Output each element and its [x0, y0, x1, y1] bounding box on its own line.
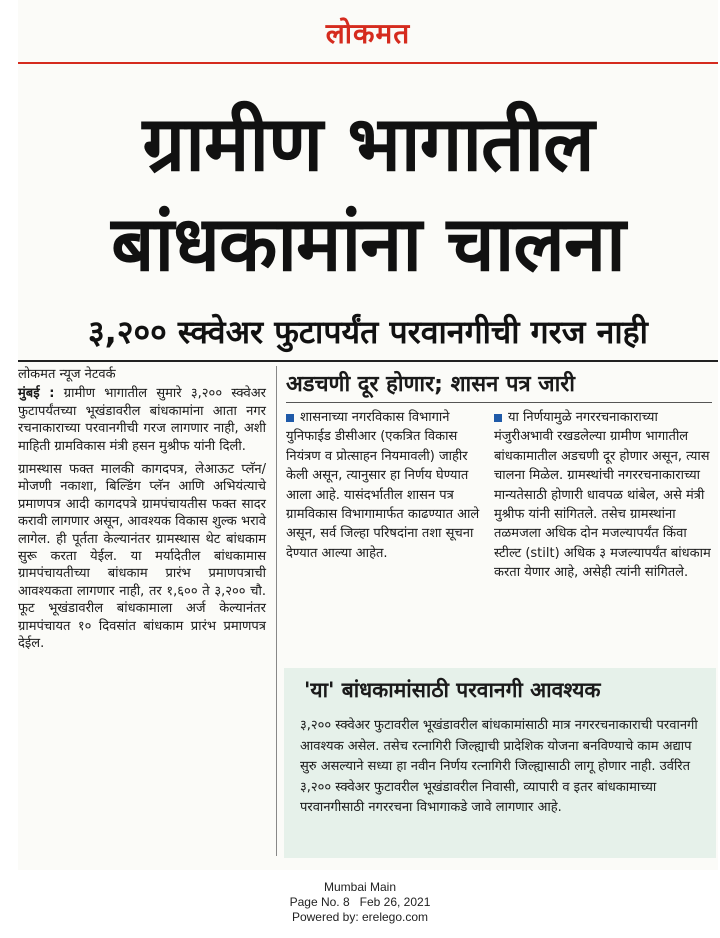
- section-kicker: अडचणी दूर होणार; शासन पत्र जारी: [286, 372, 576, 397]
- footer-edition: Mumbai Main: [323, 880, 397, 894]
- highlight-box-text: ३,२०० स्क्वेअर फुटावरील भूखंडावरील बांधकामांसाठी मात्र नगररचनाकाराची परवानगी आवश्यक असेल. तसेच रत्नागिरी जिल्ह्याची प्रादेशिक योजना बनविण्याचे काम अद्याप सुरु असल्याने सध्या हा नवीन निर्णय रत्नागिरी जिल्ह्यासाठी लागू होणार नाही. उर्वरित ३,२०० स्क्वेअर फुटावरील भूखंडावरील निवासी, व्यापारी व इतर बांधकामाच्या परवानगीसाठी नगररचना विभागाकडे जावे लागणार आहे.: [300, 718, 698, 815]
- paragraph-1-text: ग्रामीण भागातील सुमारे ३,२०० स्क्वेअर फुटापर्यंतच्या भूखंडावरील बांधकामांना आता नगर रचनाकाराच्या परवानगीची गरज लागणार नाही, अशी माहिती ग्रामविकास मंत्री हसन मुश्रीफ यांनी दिली.: [18, 386, 266, 454]
- article-column-2: [286, 408, 484, 563]
- masthead-logo: लोकमत: [325, 17, 411, 50]
- column-2-text: शासनाच्या नगरविकास विभागाने युनिफाईड डीसीआर (एकत्रित विकास नियंत्रण व प्रोत्साहन नियमावली) जाहीर केली असून, त्यानुसार हा निर्णय घेण्यात आला आहे. यासंदर्भातील शासन पत्र ग्रामविकास विभागामार्फत काढण्यात आले असून, सर्व जिल्हा परिषदांना तशा सूचना देण्यात आल्या आहेत.: [286, 410, 480, 561]
- article-column-3: [494, 408, 714, 583]
- headline-line-2: बांधकामांना चालना: [111, 199, 625, 288]
- masthead-rule: [18, 62, 718, 64]
- byline: लोकमत न्यूज नेटवर्क: [18, 367, 116, 382]
- highlight-box: [284, 668, 716, 858]
- newspaper-clipping: [18, 0, 718, 870]
- kicker-rule: [286, 402, 712, 403]
- dateline: मुंबई :: [18, 386, 55, 402]
- article-column-1: [18, 366, 266, 659]
- paragraph-2: ग्रामस्थास फक्त मालकी कागदपत्र, लेआऊट प्लॅन/मोजणी नकाशा, बिल्डिंग प्लॅन आणि अभियंत्याचे प्रमाणपत्र आदी कागदपत्रे ग्रामपंचायतीस फक्त सादर करावी लागणार असून, आवश्यक विकास शुल्क भरावे लागेल. ही पूर्तता केल्यानंतर ग्रामस्थास थेट बांधकाम सुरू करता येईल. या मर्यादेतील बांधकामास ग्रामपंचायतीच्या बांधकाम प्रारंभ प्रमाणपत्राची आवश्यकता लागणार नाही, तर १,६०० ते ३,२०० चौ. फूट भूखंडावरील बांधकामाला अर्ज केल्यानंतर ग्रामपंचायत १० दिवसांत बांधकाम प्रारंभ प्रमाणपत्र देईल.: [18, 462, 266, 652]
- square-bullet-icon: [286, 414, 294, 422]
- footer-powered-by: Powered by: erelego.com: [291, 910, 429, 924]
- column-3-text: या निर्णयामुळे नगररचनाकाराच्या मंजुरीअभावी रखडलेल्या ग्रामीण भागातील बांधकामातील अडचणी दूर होणार असून, त्यास चालना मिळेल. ग्रामस्थांची नगररचनाकाराच्या मान्यतेसाठी होणारी धावपळ थांबेल, असे मंत्री मुश्रीफ यांनी सांगितले. तसेच ग्रामस्थांना तळमजला अधिक दोन मजल्यापर्यंत किंवा स्टील्ट (stilt) अधिक ३ मजल्यापर्यंत बांधकाम करता येणार आहे, असेही त्यांनी सांगितले.: [494, 410, 711, 581]
- headline-line-1: ग्रामीण भागातील: [142, 99, 594, 188]
- subheadline: ३,२०० स्क्वेअर फुटापर्यंत परवानगीची गरज नाही: [88, 313, 648, 351]
- paragraph-1: [18, 385, 266, 455]
- subheadline-rule: [18, 360, 718, 362]
- highlight-box-title: 'या' बांधकामांसाठी परवानगी आवश्यक: [304, 678, 601, 702]
- square-bullet-icon: [494, 414, 502, 422]
- column-divider: [276, 366, 277, 856]
- footer-page-date: Page No. 8 Feb 26, 2021: [289, 895, 431, 909]
